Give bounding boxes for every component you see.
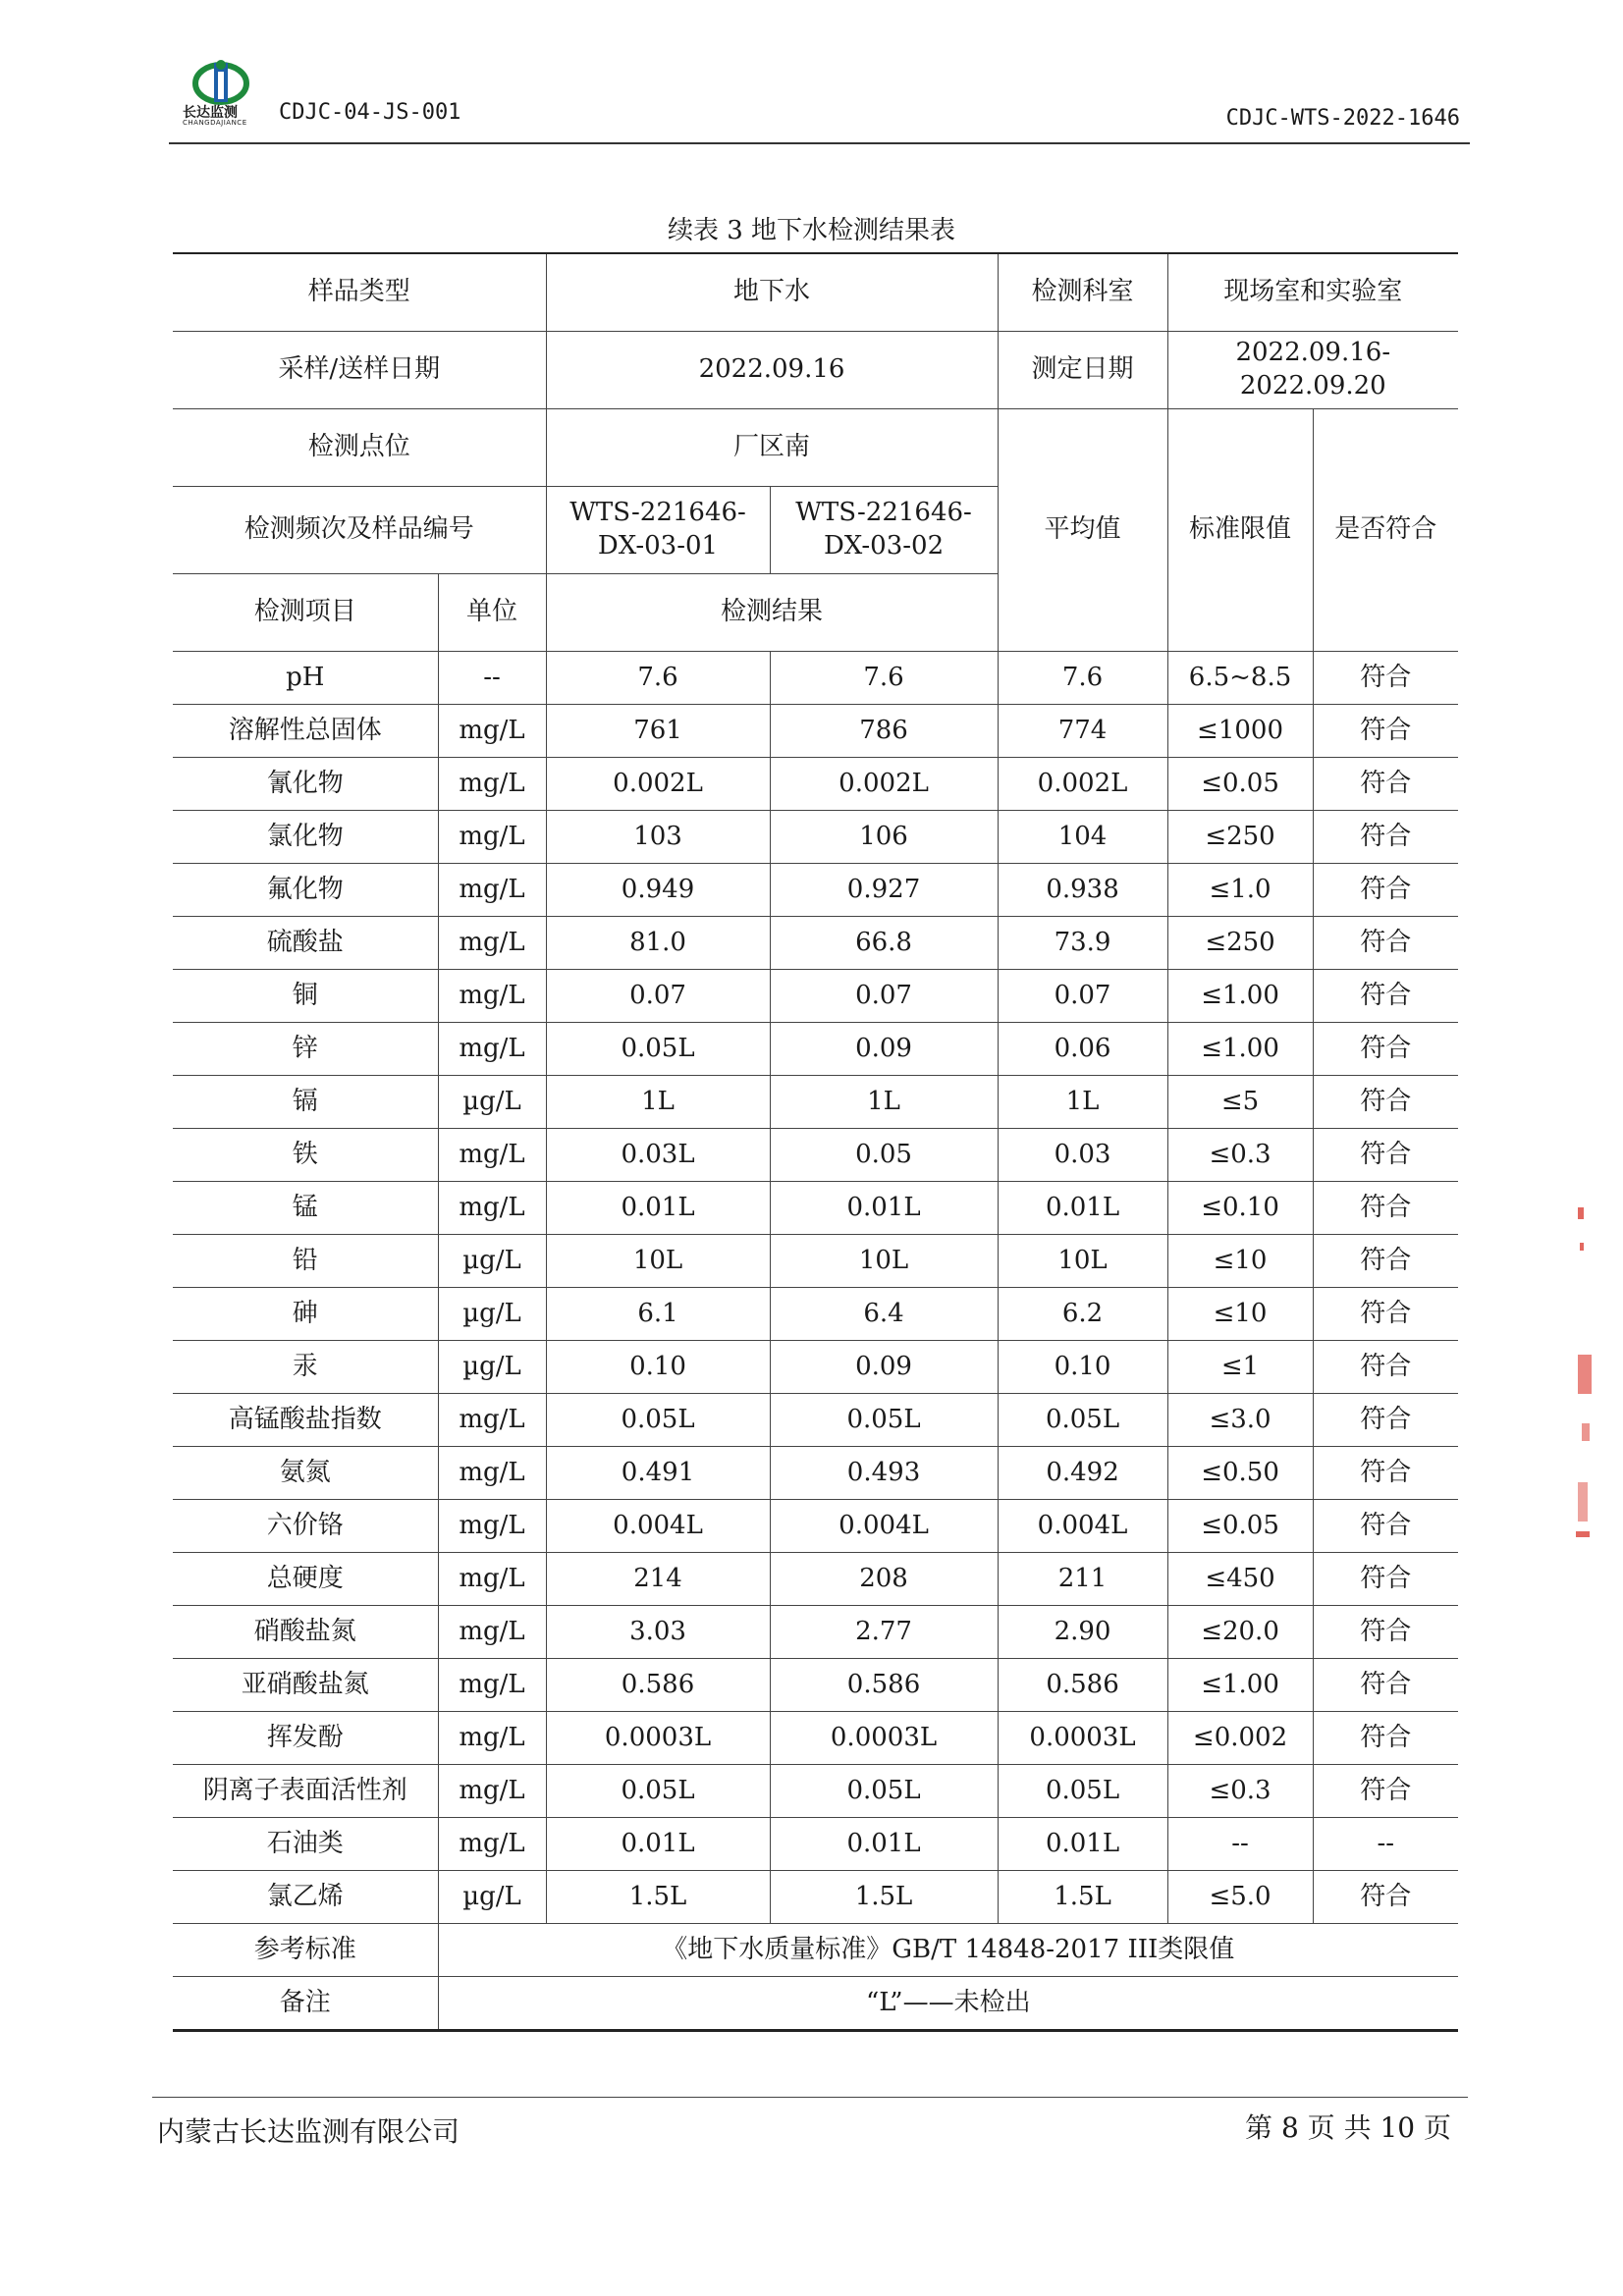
conformity-cell: 符合 bbox=[1313, 705, 1458, 758]
table-row bbox=[173, 1818, 1458, 1871]
unit-cell: µg/L bbox=[438, 1288, 546, 1341]
item-name-cell: 砷 bbox=[173, 1288, 438, 1341]
result-2-cell: 786 bbox=[770, 705, 998, 758]
table-row bbox=[173, 1341, 1458, 1394]
item-name-cell: 铁 bbox=[173, 1129, 438, 1182]
logo-mark-icon bbox=[189, 57, 257, 108]
item-name-cell: 总硬度 bbox=[173, 1553, 438, 1606]
limit-cell: ≤0.002 bbox=[1167, 1712, 1313, 1765]
result-2-cell: 2.77 bbox=[770, 1606, 998, 1659]
table-row bbox=[173, 1765, 1458, 1818]
unit-cell: mg/L bbox=[438, 811, 546, 864]
result-1-cell: 0.01L bbox=[546, 1182, 770, 1235]
limit-cell: ≤0.10 bbox=[1167, 1182, 1313, 1235]
limit-cell: ≤1.00 bbox=[1167, 1659, 1313, 1712]
item-name-cell: 亚硝酸盐氮 bbox=[173, 1659, 438, 1712]
result-2-cell: 0.05L bbox=[770, 1394, 998, 1447]
item-name-cell: 阴离子表面活性剂 bbox=[173, 1765, 438, 1818]
limit-cell: ≤1.00 bbox=[1167, 970, 1313, 1023]
result-2-cell: 0.09 bbox=[770, 1023, 998, 1076]
item-name-cell: 硝酸盐氮 bbox=[173, 1606, 438, 1659]
conformity-cell: 符合 bbox=[1313, 1076, 1458, 1129]
table-row bbox=[173, 1129, 1458, 1182]
result-2-cell: 1L bbox=[770, 1076, 998, 1129]
conformity-cell: 符合 bbox=[1313, 864, 1458, 917]
item-name-cell: 溶解性总固体 bbox=[173, 705, 438, 758]
table-row bbox=[173, 705, 1458, 758]
conformity-cell: 符合 bbox=[1313, 652, 1458, 705]
item-name-cell: 氰化物 bbox=[173, 758, 438, 811]
result-2-cell: 1.5L bbox=[770, 1871, 998, 1924]
unit-cell: mg/L bbox=[438, 1765, 546, 1818]
average-cell: 0.06 bbox=[998, 1023, 1167, 1076]
average-cell: 0.938 bbox=[998, 864, 1167, 917]
average-cell: 0.10 bbox=[998, 1341, 1167, 1394]
conformity-cell: 符合 bbox=[1313, 1500, 1458, 1553]
limit-cell: ≤250 bbox=[1167, 811, 1313, 864]
reference-standard-label: 参考标准 bbox=[173, 1924, 438, 1977]
result-2-cell: 66.8 bbox=[770, 917, 998, 970]
table-row bbox=[173, 1288, 1458, 1341]
logo-name: 长达监测 bbox=[183, 105, 238, 121]
result-2-cell: 0.004L bbox=[770, 1500, 998, 1553]
unit-cell: mg/L bbox=[438, 1606, 546, 1659]
limit-cell: ≤0.3 bbox=[1167, 1129, 1313, 1182]
limit-cell: ≤5.0 bbox=[1167, 1871, 1313, 1924]
average-cell: 6.2 bbox=[998, 1288, 1167, 1341]
average-cell: 7.6 bbox=[998, 652, 1167, 705]
remark-row bbox=[173, 1977, 1458, 2031]
average-cell: 0.01L bbox=[998, 1182, 1167, 1235]
average-cell: 73.9 bbox=[998, 917, 1167, 970]
result-1-cell: 1L bbox=[546, 1076, 770, 1129]
result-1-cell: 0.07 bbox=[546, 970, 770, 1023]
result-1-cell: 81.0 bbox=[546, 917, 770, 970]
result-1-cell: 1.5L bbox=[546, 1871, 770, 1924]
test-date-label: 测定日期 bbox=[998, 332, 1167, 409]
sample-id-1: WTS-221646-DX-03-01 bbox=[546, 487, 770, 574]
result-1-cell: 7.6 bbox=[546, 652, 770, 705]
limit-cell: ≤0.50 bbox=[1167, 1447, 1313, 1500]
unit-cell: mg/L bbox=[438, 1129, 546, 1182]
unit-cell: µg/L bbox=[438, 1871, 546, 1924]
unit-cell: mg/L bbox=[438, 1023, 546, 1076]
sampling-date-value: 2022.09.16 bbox=[546, 332, 998, 409]
result-2-cell: 0.07 bbox=[770, 970, 998, 1023]
unit-cell: mg/L bbox=[438, 864, 546, 917]
conformity-cell: -- bbox=[1313, 1818, 1458, 1871]
result-1-cell: 0.586 bbox=[546, 1659, 770, 1712]
page-number: 第 8 页 共 10 页 bbox=[1245, 2111, 1451, 2144]
site-label: 检测点位 bbox=[173, 409, 546, 487]
limit-cell: ≤10 bbox=[1167, 1235, 1313, 1288]
item-name-cell: 锰 bbox=[173, 1182, 438, 1235]
average-cell: 0.002L bbox=[998, 758, 1167, 811]
unit-cell: µg/L bbox=[438, 1076, 546, 1129]
table-row bbox=[173, 1023, 1458, 1076]
conformity-cell: 符合 bbox=[1313, 1023, 1458, 1076]
item-name-cell: 汞 bbox=[173, 1341, 438, 1394]
result-1-cell: 10L bbox=[546, 1235, 770, 1288]
item-name-cell: 铅 bbox=[173, 1235, 438, 1288]
conformity-cell: 符合 bbox=[1313, 1871, 1458, 1924]
item-name-cell: 硫酸盐 bbox=[173, 917, 438, 970]
conformity-cell: 符合 bbox=[1313, 1712, 1458, 1765]
average-cell: 0.05L bbox=[998, 1765, 1167, 1818]
result-2-cell: 10L bbox=[770, 1235, 998, 1288]
limit-header: 标准限值 bbox=[1167, 409, 1313, 652]
result-1-cell: 0.002L bbox=[546, 758, 770, 811]
item-name-cell: 铜 bbox=[173, 970, 438, 1023]
result-2-cell: 6.4 bbox=[770, 1288, 998, 1341]
result-2-cell: 0.0003L bbox=[770, 1712, 998, 1765]
conformity-cell: 符合 bbox=[1313, 1394, 1458, 1447]
item-name-cell: pH bbox=[173, 652, 438, 705]
limit-cell: 6.5~8.5 bbox=[1167, 652, 1313, 705]
result-2-cell: 0.01L bbox=[770, 1818, 998, 1871]
limit-cell: ≤10 bbox=[1167, 1288, 1313, 1341]
table-row bbox=[173, 1712, 1458, 1765]
result-1-cell: 0.949 bbox=[546, 864, 770, 917]
reference-standard-value: 《地下水质量标准》GB/T 14848-2017 III类限值 bbox=[438, 1924, 1458, 1977]
page-header bbox=[169, 49, 1470, 144]
conformity-cell: 符合 bbox=[1313, 970, 1458, 1023]
table-row bbox=[173, 864, 1458, 917]
result-1-cell: 0.03L bbox=[546, 1129, 770, 1182]
table-row bbox=[173, 1447, 1458, 1500]
site-value: 厂区南 bbox=[546, 409, 998, 487]
conformity-cell: 符合 bbox=[1313, 1553, 1458, 1606]
item-name-cell: 氨氮 bbox=[173, 1447, 438, 1500]
conformity-header: 是否符合 bbox=[1313, 409, 1458, 652]
item-name-cell: 挥发酚 bbox=[173, 1712, 438, 1765]
result-2-cell: 0.493 bbox=[770, 1447, 998, 1500]
average-cell: 104 bbox=[998, 811, 1167, 864]
conformity-cell: 符合 bbox=[1313, 1447, 1458, 1500]
limit-cell: ≤0.05 bbox=[1167, 758, 1313, 811]
sample-id-2: WTS-221646-DX-03-02 bbox=[770, 487, 998, 574]
result-2-cell: 0.002L bbox=[770, 758, 998, 811]
unit-cell: mg/L bbox=[438, 1500, 546, 1553]
result-1-cell: 103 bbox=[546, 811, 770, 864]
average-cell: 0.004L bbox=[998, 1500, 1167, 1553]
result-1-cell: 6.1 bbox=[546, 1288, 770, 1341]
date-row bbox=[173, 332, 1458, 409]
result-2-cell: 0.05L bbox=[770, 1765, 998, 1818]
average-cell: 0.492 bbox=[998, 1447, 1167, 1500]
report-number: CDJC-WTS-2022-1646 bbox=[1225, 106, 1460, 131]
result-2-cell: 0.586 bbox=[770, 1659, 998, 1712]
result-1-cell: 214 bbox=[546, 1553, 770, 1606]
table-row bbox=[173, 1606, 1458, 1659]
conformity-cell: 符合 bbox=[1313, 758, 1458, 811]
limit-cell: ≤450 bbox=[1167, 1553, 1313, 1606]
table-row bbox=[173, 1235, 1458, 1288]
conformity-cell: 符合 bbox=[1313, 917, 1458, 970]
conformity-cell: 符合 bbox=[1313, 1235, 1458, 1288]
item-name-cell: 锌 bbox=[173, 1023, 438, 1076]
average-cell: 1L bbox=[998, 1076, 1167, 1129]
result-2-cell: 7.6 bbox=[770, 652, 998, 705]
result-2-cell: 208 bbox=[770, 1553, 998, 1606]
result-2-cell: 0.05 bbox=[770, 1129, 998, 1182]
test-date-value: 2022.09.16-2022.09.20 bbox=[1167, 332, 1458, 409]
table-row bbox=[173, 1076, 1458, 1129]
result-1-cell: 0.491 bbox=[546, 1447, 770, 1500]
average-cell: 774 bbox=[998, 705, 1167, 758]
sample-type-row bbox=[173, 253, 1458, 332]
result-1-cell: 0.05L bbox=[546, 1765, 770, 1818]
item-header: 检测项目 bbox=[173, 574, 438, 652]
conformity-cell: 符合 bbox=[1313, 1606, 1458, 1659]
item-name-cell: 氯乙烯 bbox=[173, 1871, 438, 1924]
limit-cell: ≤250 bbox=[1167, 917, 1313, 970]
result-header: 检测结果 bbox=[546, 574, 998, 652]
sample-type-label: 样品类型 bbox=[173, 253, 546, 332]
result-1-cell: 0.004L bbox=[546, 1500, 770, 1553]
item-name-cell: 氯化物 bbox=[173, 811, 438, 864]
average-cell: 0.586 bbox=[998, 1659, 1167, 1712]
red-seal-stamp-edge bbox=[1576, 1207, 1597, 1541]
groundwater-results-table bbox=[173, 252, 1458, 2032]
unit-cell: mg/L bbox=[438, 758, 546, 811]
average-cell: 0.05L bbox=[998, 1394, 1167, 1447]
limit-cell: ≤1.0 bbox=[1167, 864, 1313, 917]
result-1-cell: 0.01L bbox=[546, 1818, 770, 1871]
conformity-cell: 符合 bbox=[1313, 1765, 1458, 1818]
result-1-cell: 3.03 bbox=[546, 1606, 770, 1659]
remark-label: 备注 bbox=[173, 1977, 438, 2031]
result-1-cell: 761 bbox=[546, 705, 770, 758]
limit-cell: ≤1000 bbox=[1167, 705, 1313, 758]
table-row bbox=[173, 811, 1458, 864]
result-1-cell: 0.0003L bbox=[546, 1712, 770, 1765]
average-cell: 0.07 bbox=[998, 970, 1167, 1023]
unit-cell: mg/L bbox=[438, 1712, 546, 1765]
remark-value: “L”——未检出 bbox=[438, 1977, 1458, 2031]
unit-cell: mg/L bbox=[438, 1659, 546, 1712]
unit-cell: -- bbox=[438, 652, 546, 705]
conformity-cell: 符合 bbox=[1313, 811, 1458, 864]
unit-header: 单位 bbox=[438, 574, 546, 652]
result-2-cell: 0.927 bbox=[770, 864, 998, 917]
unit-cell: mg/L bbox=[438, 1447, 546, 1500]
conformity-cell: 符合 bbox=[1313, 1288, 1458, 1341]
unit-cell: mg/L bbox=[438, 1818, 546, 1871]
logo-subtitle: CHANGDAJIANCE bbox=[183, 119, 247, 127]
result-1-cell: 0.05L bbox=[546, 1023, 770, 1076]
result-1-cell: 0.10 bbox=[546, 1341, 770, 1394]
table-row bbox=[173, 1500, 1458, 1553]
unit-cell: mg/L bbox=[438, 970, 546, 1023]
limit-cell: ≤20.0 bbox=[1167, 1606, 1313, 1659]
average-cell: 211 bbox=[998, 1553, 1167, 1606]
limit-cell: ≤0.3 bbox=[1167, 1765, 1313, 1818]
sampling-date-label: 采样/送样日期 bbox=[173, 332, 546, 409]
conformity-cell: 符合 bbox=[1313, 1129, 1458, 1182]
table-row bbox=[173, 1659, 1458, 1712]
sample-type-value: 地下水 bbox=[546, 253, 998, 332]
result-1-cell: 0.05L bbox=[546, 1394, 770, 1447]
document-code: CDJC-04-JS-001 bbox=[279, 100, 461, 125]
average-header: 平均值 bbox=[998, 409, 1167, 652]
table-row bbox=[173, 970, 1458, 1023]
limit-cell: ≤1.00 bbox=[1167, 1023, 1313, 1076]
reference-standard-row bbox=[173, 1924, 1458, 1977]
table-row bbox=[173, 1871, 1458, 1924]
table-row bbox=[173, 1553, 1458, 1606]
average-cell: 1.5L bbox=[998, 1871, 1167, 1924]
limit-cell: -- bbox=[1167, 1818, 1313, 1871]
average-cell: 0.03 bbox=[998, 1129, 1167, 1182]
table-row bbox=[173, 1394, 1458, 1447]
item-name-cell: 高锰酸盐指数 bbox=[173, 1394, 438, 1447]
unit-cell: mg/L bbox=[438, 1553, 546, 1606]
average-cell: 2.90 bbox=[998, 1606, 1167, 1659]
table-row bbox=[173, 917, 1458, 970]
item-name-cell: 氟化物 bbox=[173, 864, 438, 917]
average-cell: 0.01L bbox=[998, 1818, 1167, 1871]
unit-cell: µg/L bbox=[438, 1235, 546, 1288]
unit-cell: µg/L bbox=[438, 1341, 546, 1394]
conformity-cell: 符合 bbox=[1313, 1341, 1458, 1394]
unit-cell: mg/L bbox=[438, 917, 546, 970]
result-2-cell: 106 bbox=[770, 811, 998, 864]
unit-cell: mg/L bbox=[438, 1182, 546, 1235]
limit-cell: ≤0.05 bbox=[1167, 1500, 1313, 1553]
site-row bbox=[173, 409, 1458, 487]
average-cell: 0.0003L bbox=[998, 1712, 1167, 1765]
results-table-container bbox=[173, 252, 1458, 2032]
limit-cell: ≤3.0 bbox=[1167, 1394, 1313, 1447]
table-row bbox=[173, 1182, 1458, 1235]
company-name: 内蒙古长达监测有限公司 bbox=[157, 2115, 460, 2148]
footer-divider bbox=[152, 2097, 1468, 2098]
unit-cell: mg/L bbox=[438, 1394, 546, 1447]
frequency-label: 检测频次及样品编号 bbox=[173, 487, 546, 574]
limit-cell: ≤1 bbox=[1167, 1341, 1313, 1394]
lab-label: 检测科室 bbox=[998, 253, 1167, 332]
item-name-cell: 石油类 bbox=[173, 1818, 438, 1871]
item-name-cell: 镉 bbox=[173, 1076, 438, 1129]
item-name-cell: 六价铬 bbox=[173, 1500, 438, 1553]
average-cell: 10L bbox=[998, 1235, 1167, 1288]
table-title: 续表 3 地下水检测结果表 bbox=[667, 216, 956, 245]
table-row bbox=[173, 758, 1458, 811]
result-2-cell: 0.09 bbox=[770, 1341, 998, 1394]
result-2-cell: 0.01L bbox=[770, 1182, 998, 1235]
unit-cell: mg/L bbox=[438, 705, 546, 758]
conformity-cell: 符合 bbox=[1313, 1182, 1458, 1235]
limit-cell: ≤5 bbox=[1167, 1076, 1313, 1129]
conformity-cell: 符合 bbox=[1313, 1659, 1458, 1712]
table-row bbox=[173, 652, 1458, 705]
lab-value: 现场室和实验室 bbox=[1167, 253, 1458, 332]
